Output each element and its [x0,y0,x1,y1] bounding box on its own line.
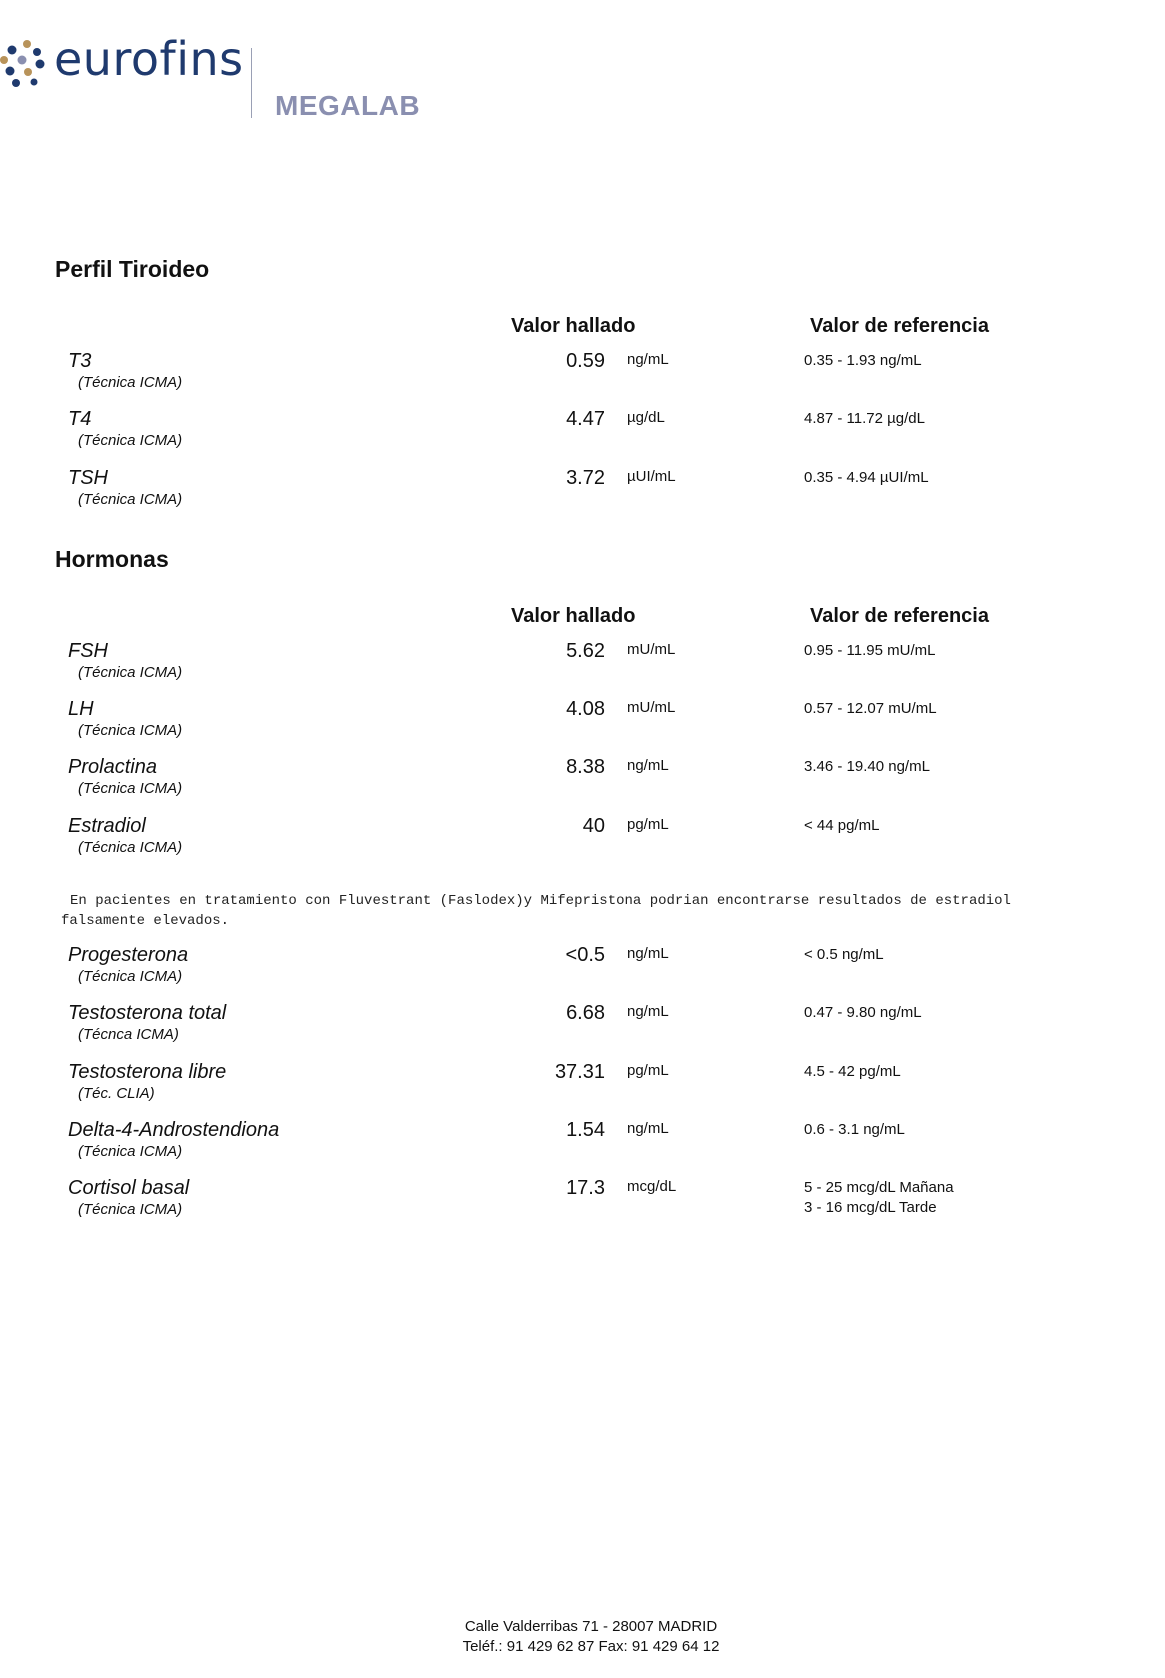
test-technique: (Técnica ICMA) [78,432,183,449]
eurofins-logo-icon [0,38,48,94]
test-name: Cortisol basal [68,1177,190,1199]
reference-line: 3 - 16 mcg/dL Tarde [804,1199,937,1216]
test-unit: mcg/dL [627,1178,677,1195]
test-technique: (Técnca ICMA) [78,1026,179,1043]
reference-line: 0.6 - 3.1 ng/mL [804,1121,905,1138]
test-name: Delta-4-Androstendiona [68,1119,280,1141]
test-unit: µg/dL [627,409,665,426]
test-reference [804,699,937,719]
test-name: Progesterona [68,944,189,966]
result-row-t3 [0,350,1165,406]
test-name: LH [68,698,94,720]
test-value: 17.3 [566,1177,605,1199]
column-header-reference: Valor de referencia [810,315,989,337]
result-row-progesterona [0,944,1165,1000]
test-technique: (Téc. CLIA) [78,1085,155,1102]
footer-contact: Teléf.: 91 429 62 87 Fax: 91 429 64 12 [462,1638,720,1655]
test-reference [804,409,925,429]
test-unit: mU/mL [627,699,676,716]
reference-line: 5 - 25 mcg/dL Mañana [804,1179,954,1196]
reference-line: 0.47 - 9.80 ng/mL [804,1004,922,1021]
test-unit: ng/mL [627,1003,669,1020]
test-name: T3 [68,350,92,372]
test-value: 4.08 [566,698,605,720]
reference-line: < 44 pg/mL [804,817,880,834]
result-row-prolactina [0,756,1165,812]
reference-line: 0.35 - 4.94 µUI/mL [804,469,929,486]
reference-line: < 0.5 ng/mL [804,946,884,963]
test-reference [804,945,884,965]
test-value: 40 [582,815,605,837]
reference-line: 4.87 - 11.72 µg/dL [804,410,925,427]
test-reference [804,1003,922,1023]
test-name: TSH [68,467,108,489]
test-unit: mU/mL [627,641,676,658]
test-unit: pg/mL [627,816,669,833]
reference-line: 0.57 - 12.07 mU/mL [804,700,937,717]
result-row-delta-4-androstendiona [0,1119,1165,1175]
test-technique: (Técnica ICMA) [78,374,183,391]
test-technique: (Técnica ICMA) [78,968,183,985]
test-reference [804,1062,901,1082]
test-name: T4 [68,408,92,430]
section-title-perfil-tiroideo: Perfil Tiroideo [55,256,210,282]
reference-line: 3.46 - 19.40 ng/mL [804,758,930,775]
test-unit: ng/mL [627,757,669,774]
test-value: <0.5 [565,944,605,966]
result-row-t4 [0,408,1165,464]
section-title-hormonas: Hormonas [55,546,169,572]
result-row-tsh [0,467,1165,523]
result-row-cortisol-basal [0,1177,1165,1233]
column-header-value: Valor hallado [511,315,636,337]
estradiol-note: En pacientes en tratamiento con Fluvestrant (Faslodex)y Mifepristona podrian encontrarse resultados de estradiol falsamente elevados. [61,893,1011,929]
test-reference [804,351,922,371]
test-technique: (Técnica ICMA) [78,491,183,508]
test-value: 0.59 [566,350,605,372]
test-name: Estradiol [68,815,146,837]
test-unit: µUI/mL [627,468,676,485]
test-value: 4.47 [566,408,605,430]
reference-line: 0.95 - 11.95 mU/mL [804,642,936,659]
test-value: 6.68 [566,1002,605,1024]
test-reference [804,816,879,836]
test-technique: (Técnica ICMA) [78,780,183,797]
footer-address: Calle Valderribas 71 - 28007 MADRID [464,1618,718,1635]
header [0,30,460,130]
result-row-testosterona-libre [0,1061,1165,1117]
test-value: 1.54 [566,1119,605,1141]
test-reference [804,468,929,488]
test-unit: ng/mL [627,945,669,962]
test-unit: ng/mL [627,1120,669,1137]
reference-line: 4.5 - 42 pg/mL [804,1063,901,1080]
test-name: Prolactina [68,756,157,778]
test-name: Testosterona libre [68,1061,227,1083]
test-technique: (Técnica ICMA) [78,722,183,739]
test-value: 3.72 [566,467,605,489]
footer [0,1617,1165,1657]
test-reference [804,1178,954,1218]
test-reference [804,641,935,661]
test-value: 37.31 [554,1061,605,1083]
logo-divider [251,48,252,118]
test-value: 5.62 [566,640,605,662]
logo-subtitle: MEGALAB [275,90,421,121]
test-unit: pg/mL [627,1062,669,1079]
result-row-estradiol [0,815,1165,871]
result-row-lh [0,698,1165,754]
test-reference [804,1120,905,1140]
test-name: Testosterona total [68,1002,227,1024]
column-header-value: Valor hallado [511,605,636,627]
test-unit: ng/mL [627,351,669,368]
test-technique: (Técnica ICMA) [78,1143,183,1160]
reference-line: 0.35 - 1.93 ng/mL [804,352,922,369]
test-value: 8.38 [566,756,605,778]
test-technique: (Técnica ICMA) [78,664,183,681]
test-technique: (Técnica ICMA) [78,1201,183,1218]
result-row-fsh [0,640,1165,696]
column-header-reference: Valor de referencia [810,605,989,627]
test-reference [804,757,930,777]
test-name: FSH [68,640,108,662]
logo-wordmark: eurofins [54,32,244,86]
result-row-testosterona-total [0,1002,1165,1058]
test-technique: (Técnica ICMA) [78,839,183,856]
